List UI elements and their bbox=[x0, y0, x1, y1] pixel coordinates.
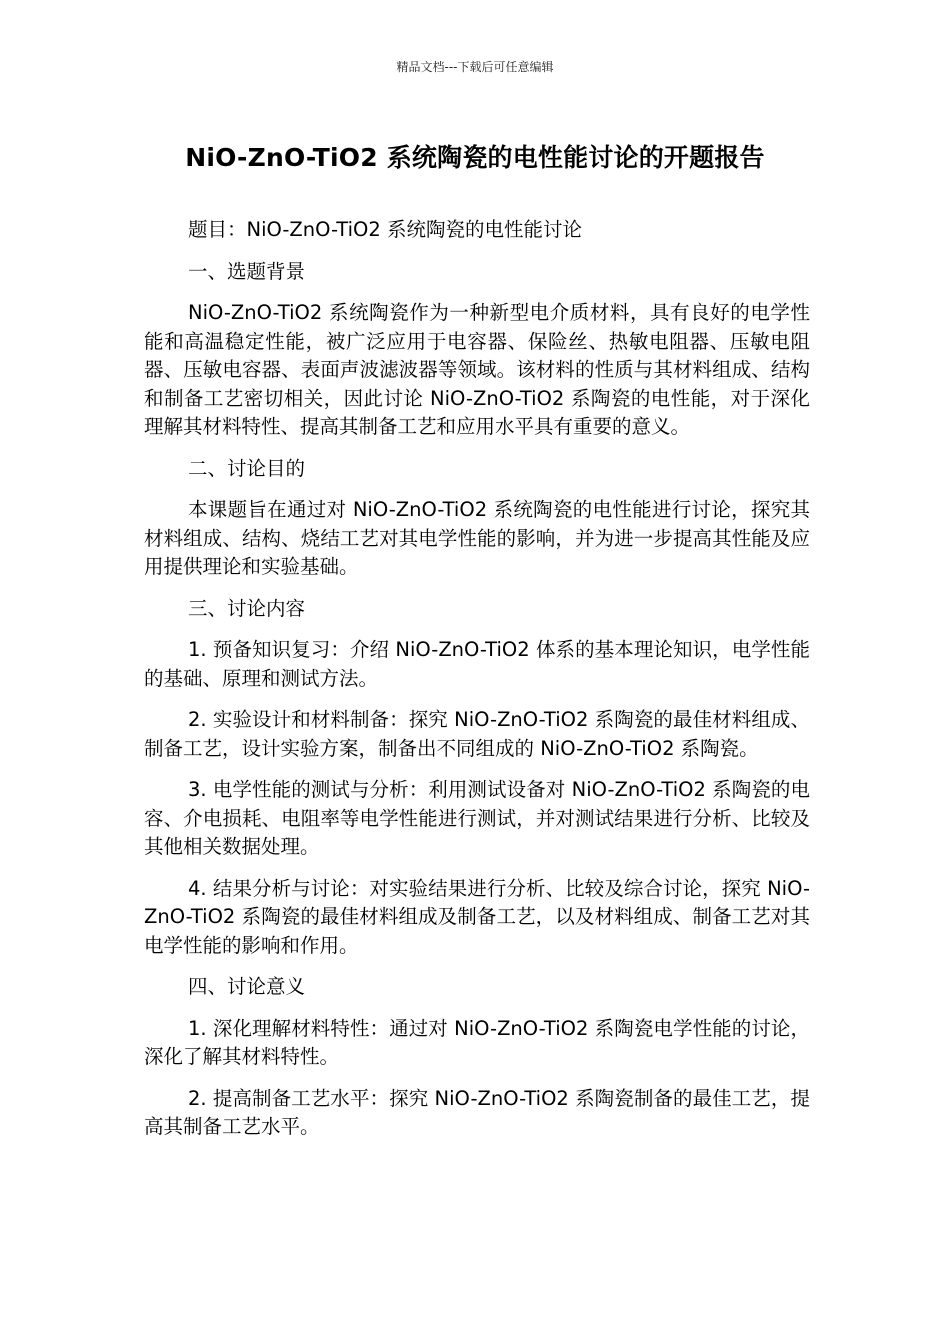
content-item-1: 1. 预备知识复习：介绍 NiO-ZnO-TiO2 体系的基本理论知识，电学性能的基础、原理和测试方法。 bbox=[144, 638, 810, 690]
paragraph-purpose: 本课题旨在通过对 NiO-ZnO-TiO2 系统陶瓷的电性能进行讨论，探究其材料组成、结构、烧结工艺对其电学性能的影响，并为进一步提高其性能及应用提供理论和实验基础。 bbox=[144, 498, 810, 578]
document-body bbox=[144, 216, 810, 1155]
significance-item-2: 2. 提高制备工艺水平：探究 NiO-ZnO-TiO2 系陶瓷制备的最佳工艺，提高其制备工艺水平。 bbox=[144, 1086, 810, 1138]
content-item-4: 4. 结果分析与讨论：对实验结果进行分析、比较及综合讨论，探究 NiO-ZnO-TiO2 系陶瓷的最佳材料组成及制备工艺，以及材料组成、制备工艺对其电学性能的影响和作用。 bbox=[144, 876, 810, 957]
section-heading-purpose: 二、讨论目的 bbox=[188, 456, 306, 480]
header-note: 精品文档---下载后可任意编辑 bbox=[396, 60, 554, 74]
content-item-3: 3. 电学性能的测试与分析：利用测试设备对 NiO-ZnO-TiO2 系陶瓷的电容、介电损耗、电阻率等电学性能进行测试，并对测试结果进行分析、比较及其他相关数据处理。 bbox=[144, 778, 810, 858]
document-title: NiO-ZnO-TiO2 系统陶瓷的电性能讨论的开题报告 bbox=[185, 143, 765, 172]
section-heading-content: 三、讨论内容 bbox=[188, 596, 306, 620]
content-item-2: 2. 实验设计和材料制备：探究 NiO-ZnO-TiO2 系陶瓷的最佳材料组成、制备工艺，设计实验方案，制备出不同组成的 NiO-ZnO-TiO2 系陶瓷。 bbox=[144, 708, 810, 760]
significance-item-1: 1. 深化理解材料特性：通过对 NiO-ZnO-TiO2 系陶瓷电学性能的讨论，深化了解其材料特性。 bbox=[144, 1016, 810, 1068]
section-heading-significance: 四、讨论意义 bbox=[188, 975, 306, 998]
topic-line: 题目：NiO-ZnO-TiO2 系统陶瓷的电性能讨论 bbox=[188, 218, 582, 241]
paragraph-background: NiO-ZnO-TiO2 系统陶瓷作为一种新型电介质材料，具有良好的电学性能和高温稳定性能，被广泛应用于电容器、保险丝、热敏电阻器、压敏电阻器、压敏电容器、表面声波滤波器等领域。该材料的性质与其材料组成、结构和制备工艺密切相关，因此讨论 NiO-ZnO-TiO2 系陶瓷的电性能，对于深化理解其材料特性、提高其制备工艺和应用水平具有重要的意义。 bbox=[144, 301, 810, 438]
section-heading-background: 一、选题背景 bbox=[188, 259, 306, 283]
